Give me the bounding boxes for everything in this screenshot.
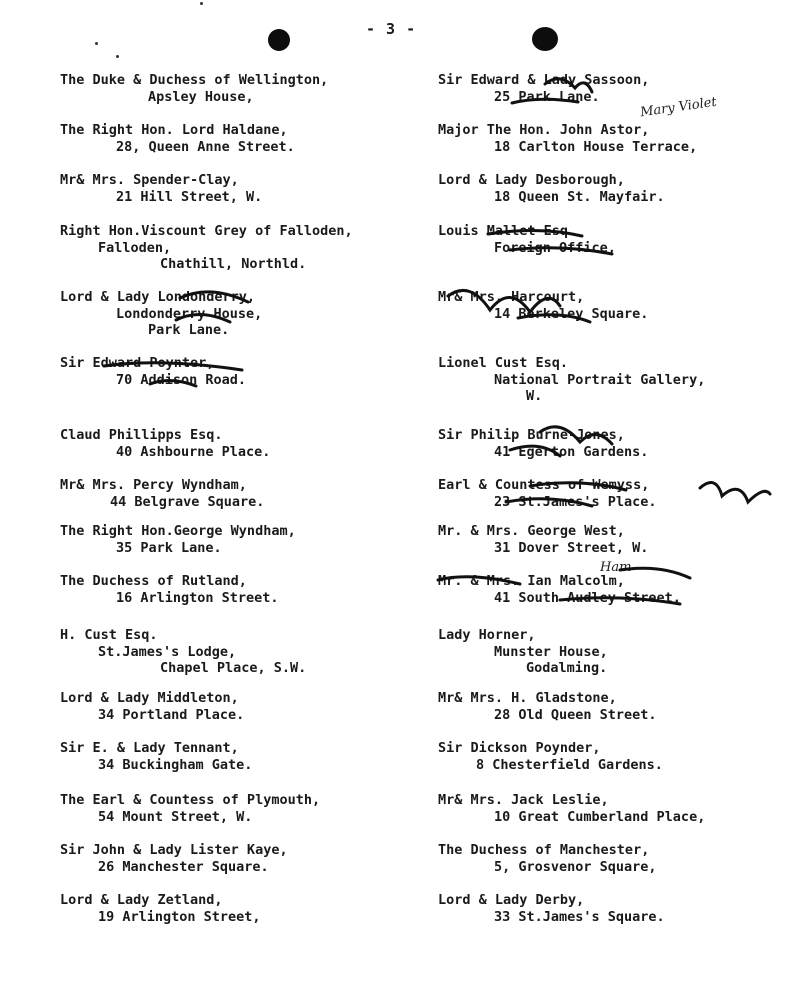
addressee-name: H. Cust Esq. (60, 627, 158, 643)
addressee-name: Sir John & Lady Lister Kaye, (60, 842, 288, 858)
address-line: 26 Manchester Square. (98, 858, 269, 875)
ink-speck (200, 2, 203, 5)
address-line: Chathill, Northld. (160, 256, 307, 272)
address-line: 18 Queen St. Mayfair. (494, 188, 665, 205)
address-entry (438, 122, 697, 155)
address-line: 28, Queen Anne Street. (116, 138, 295, 155)
handwritten-note-violet: Mary Violet (639, 94, 718, 121)
addressee-name: Lady Horner, (438, 627, 536, 643)
address-entry (60, 523, 296, 556)
ink-speck (116, 55, 119, 58)
address-entry (438, 477, 657, 510)
addressee-name: Mr& Mrs. H. Gladstone, (438, 690, 617, 706)
punch-hole-left (268, 29, 290, 51)
address-entry (60, 289, 262, 339)
address-line: Chapel Place, S.W. (160, 660, 307, 676)
address-entry (60, 792, 320, 825)
addressee-name: Mr& Mrs. Jack Leslie, (438, 792, 609, 808)
addressee-name: The Duke & Duchess of Wellington, (60, 72, 329, 88)
address-entry (60, 892, 261, 925)
address-entry (60, 627, 306, 677)
address-entry (60, 122, 295, 155)
address-line: Londonderry House, (116, 305, 263, 322)
address-line: 33 St.James's Square. (494, 908, 665, 925)
punch-hole-right (532, 27, 558, 51)
address-entry (60, 740, 252, 773)
address-entry (60, 842, 288, 875)
address-line: Foreign Office, (494, 239, 616, 256)
address-line: 16 Arlington Street. (116, 589, 279, 606)
address-entry (60, 355, 246, 388)
address-entry (438, 842, 657, 875)
address-entry (438, 523, 648, 556)
address-line: 25 Park Lane. (494, 88, 600, 105)
address-line: 31 Dover Street, W. (494, 539, 649, 556)
address-entry (60, 172, 262, 205)
address-entry (438, 627, 608, 677)
address-entry (438, 355, 705, 405)
address-line: 41 Egerton Gardens. (494, 443, 649, 460)
addressee-name: Right Hon.Viscount Grey of Falloden, (60, 223, 353, 239)
address-line: 18 Carlton House Terrace, (494, 138, 698, 155)
address-line: 14 Berkeley Square. (494, 305, 649, 322)
address-entry (438, 289, 648, 322)
address-entry (438, 223, 616, 256)
address-line: 8 Chesterfield Gardens. (476, 756, 663, 773)
ink-speck (95, 42, 98, 45)
addressee-name: The Right Hon. Lord Haldane, (60, 122, 288, 138)
addressee-name: The Right Hon.George Wyndham, (60, 523, 296, 539)
address-line: 54 Mount Street, W. (98, 808, 253, 825)
addressee-name: Mr. & Mrs. George West, (438, 523, 625, 539)
address-line: 40 Ashbourne Place. (116, 443, 271, 460)
address-line: 70 Addison Road. (116, 371, 247, 388)
addressee-name: Sir Edward Poynter, (60, 355, 215, 371)
address-line: 10 Great Cumberland Place, (494, 808, 706, 825)
address-line: 34 Buckingham Gate. (98, 756, 253, 773)
addressee-name: Mr& Mrs. Percy Wyndham, (60, 477, 247, 493)
address-entry (438, 172, 665, 205)
address-line: W. (526, 388, 543, 404)
address-line: 23 St.James's Place. (494, 493, 657, 510)
addressee-name: Lord & Lady Derby, (438, 892, 585, 908)
address-entry (438, 740, 663, 773)
address-entry (60, 72, 328, 105)
handwritten-note-ham: Ham (600, 560, 632, 575)
address-line: 44 Belgrave Square. (110, 493, 265, 510)
address-line: National Portrait Gallery, (494, 371, 706, 388)
address-entry (438, 792, 705, 825)
address-entry (438, 690, 657, 723)
address-line: 34 Portland Place. (98, 706, 245, 723)
address-entry (60, 427, 270, 460)
address-line: 35 Park Lane. (116, 539, 222, 556)
address-entry (438, 892, 665, 925)
address-line: Falloden, (98, 239, 172, 256)
addressee-name: The Earl & Countess of Plymouth, (60, 792, 321, 808)
address-entry (60, 477, 264, 510)
addressee-name: Mr& Mrs. Harcourt, (438, 289, 585, 305)
addressee-name: Sir Dickson Poynder, (438, 740, 601, 756)
addressee-name: Lord & Lady Zetland, (60, 892, 223, 908)
addressee-name: Sir Edward & Lady Sassoon, (438, 72, 650, 88)
page-number: - 3 - (366, 20, 417, 38)
address-line: 21 Hill Street, W. (116, 188, 263, 205)
address-line: 5, Grosvenor Square, (494, 858, 657, 875)
addressee-name: Lord & Lady Desborough, (438, 172, 625, 188)
addressee-name: Lord & Lady Middleton, (60, 690, 239, 706)
address-line: Godalming. (526, 660, 608, 676)
address-line: St.James's Lodge, (98, 643, 237, 660)
addressee-name: The Duchess of Manchester, (438, 842, 650, 858)
addressee-name: Earl & Countess of Wemyss, (438, 477, 650, 493)
addressee-name: The Duchess of Rutland, (60, 573, 247, 589)
addressee-name: Sir E. & Lady Tennant, (60, 740, 239, 756)
address-line: 19 Arlington Street, (98, 908, 261, 925)
address-line: Apsley House, (148, 88, 254, 105)
address-line: Park Lane. (148, 322, 230, 338)
addressee-name: Major The Hon. John Astor, (438, 122, 650, 138)
address-entry (60, 223, 353, 273)
address-entry (60, 573, 279, 606)
addressee-name: Lord & Lady Londonderry, (60, 289, 256, 305)
address-entry (60, 690, 244, 723)
addressee-name: Claud Phillipps Esq. (60, 427, 223, 443)
address-entry (438, 72, 649, 105)
addressee-name: Lionel Cust Esq. (438, 355, 569, 371)
address-line: 41 South Audley Street. (494, 589, 681, 606)
address-line: 28 Old Queen Street. (494, 706, 657, 723)
addressee-name: Mr. & Mrs. Ian Malcolm, (438, 573, 625, 589)
addressee-name: Louis Mallet Esq. (438, 223, 577, 239)
address-entry (438, 427, 648, 460)
addressee-name: Sir Philip Burne-Jones, (438, 427, 625, 443)
addressee-name: Mr& Mrs. Spender-Clay, (60, 172, 239, 188)
address-line: Munster House, (494, 643, 608, 660)
address-entry (438, 573, 681, 606)
